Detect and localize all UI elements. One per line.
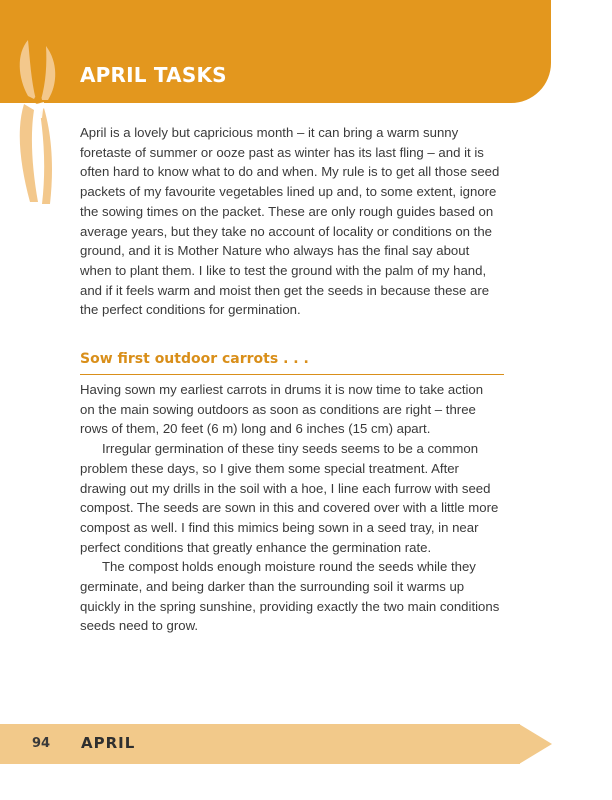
section-divider — [80, 374, 504, 375]
section-paragraph: Irregular germination of these tiny seeds seems to be a common problem these days, so I give them some special treatment. After drawing out my drills in the soil with a hoe, I line each furrow with seed compost. The seeds are sown in this and covered over with a little more compost as well. I find this mimics being sown in a seed tray, in near perfect conditions that greatly enhance the germination rate. — [80, 441, 499, 555]
pruning-shears-icon — [14, 40, 74, 210]
page-number: 94 — [32, 736, 51, 751]
section-paragraph: The compost holds enough moisture round the seeds while they germinate, and being darker than the surrounding soil it warms up quickly in the spring sunshine, providing exactly the two main conditions seeds need to grow. — [80, 559, 500, 634]
intro-text — [80, 123, 500, 320]
footer-band — [0, 724, 520, 764]
intro-paragraph: April is a lovely but capricious month – it can bring a warm sunny foretaste of summer or ooze past as winter has its last fling – and it is often hard to know what to do and when. My rule is to get all those seed packets of my favourite vegetables lined up and, to some extent, ignore the sowing times on the packet. These are only rough guides based on average years, but they take no account of locality or conditions on the ground, and it is Mother Nature who always has the final say about when to plant them. I like to test the ground with the palm of my hand, and if it feels warm and moist then get the seeds in because these are the perfect conditions for germination. — [80, 125, 500, 318]
header-band — [0, 0, 551, 103]
section-paragraph: Having sown my earliest carrots in drums it is now time to take action on the main sowing outdoors as soon as conditions are right – three rows of them, 20 feet (6 m) long and 6 inches (15 cm) apart. — [80, 382, 484, 437]
footer-arrow — [519, 724, 552, 764]
running-footer-title: APRIL — [81, 734, 136, 752]
section-body — [80, 380, 500, 636]
section-heading: Sow first outdoor carrots . . . — [80, 351, 309, 367]
page-title: APRIL TASKS — [80, 63, 227, 87]
